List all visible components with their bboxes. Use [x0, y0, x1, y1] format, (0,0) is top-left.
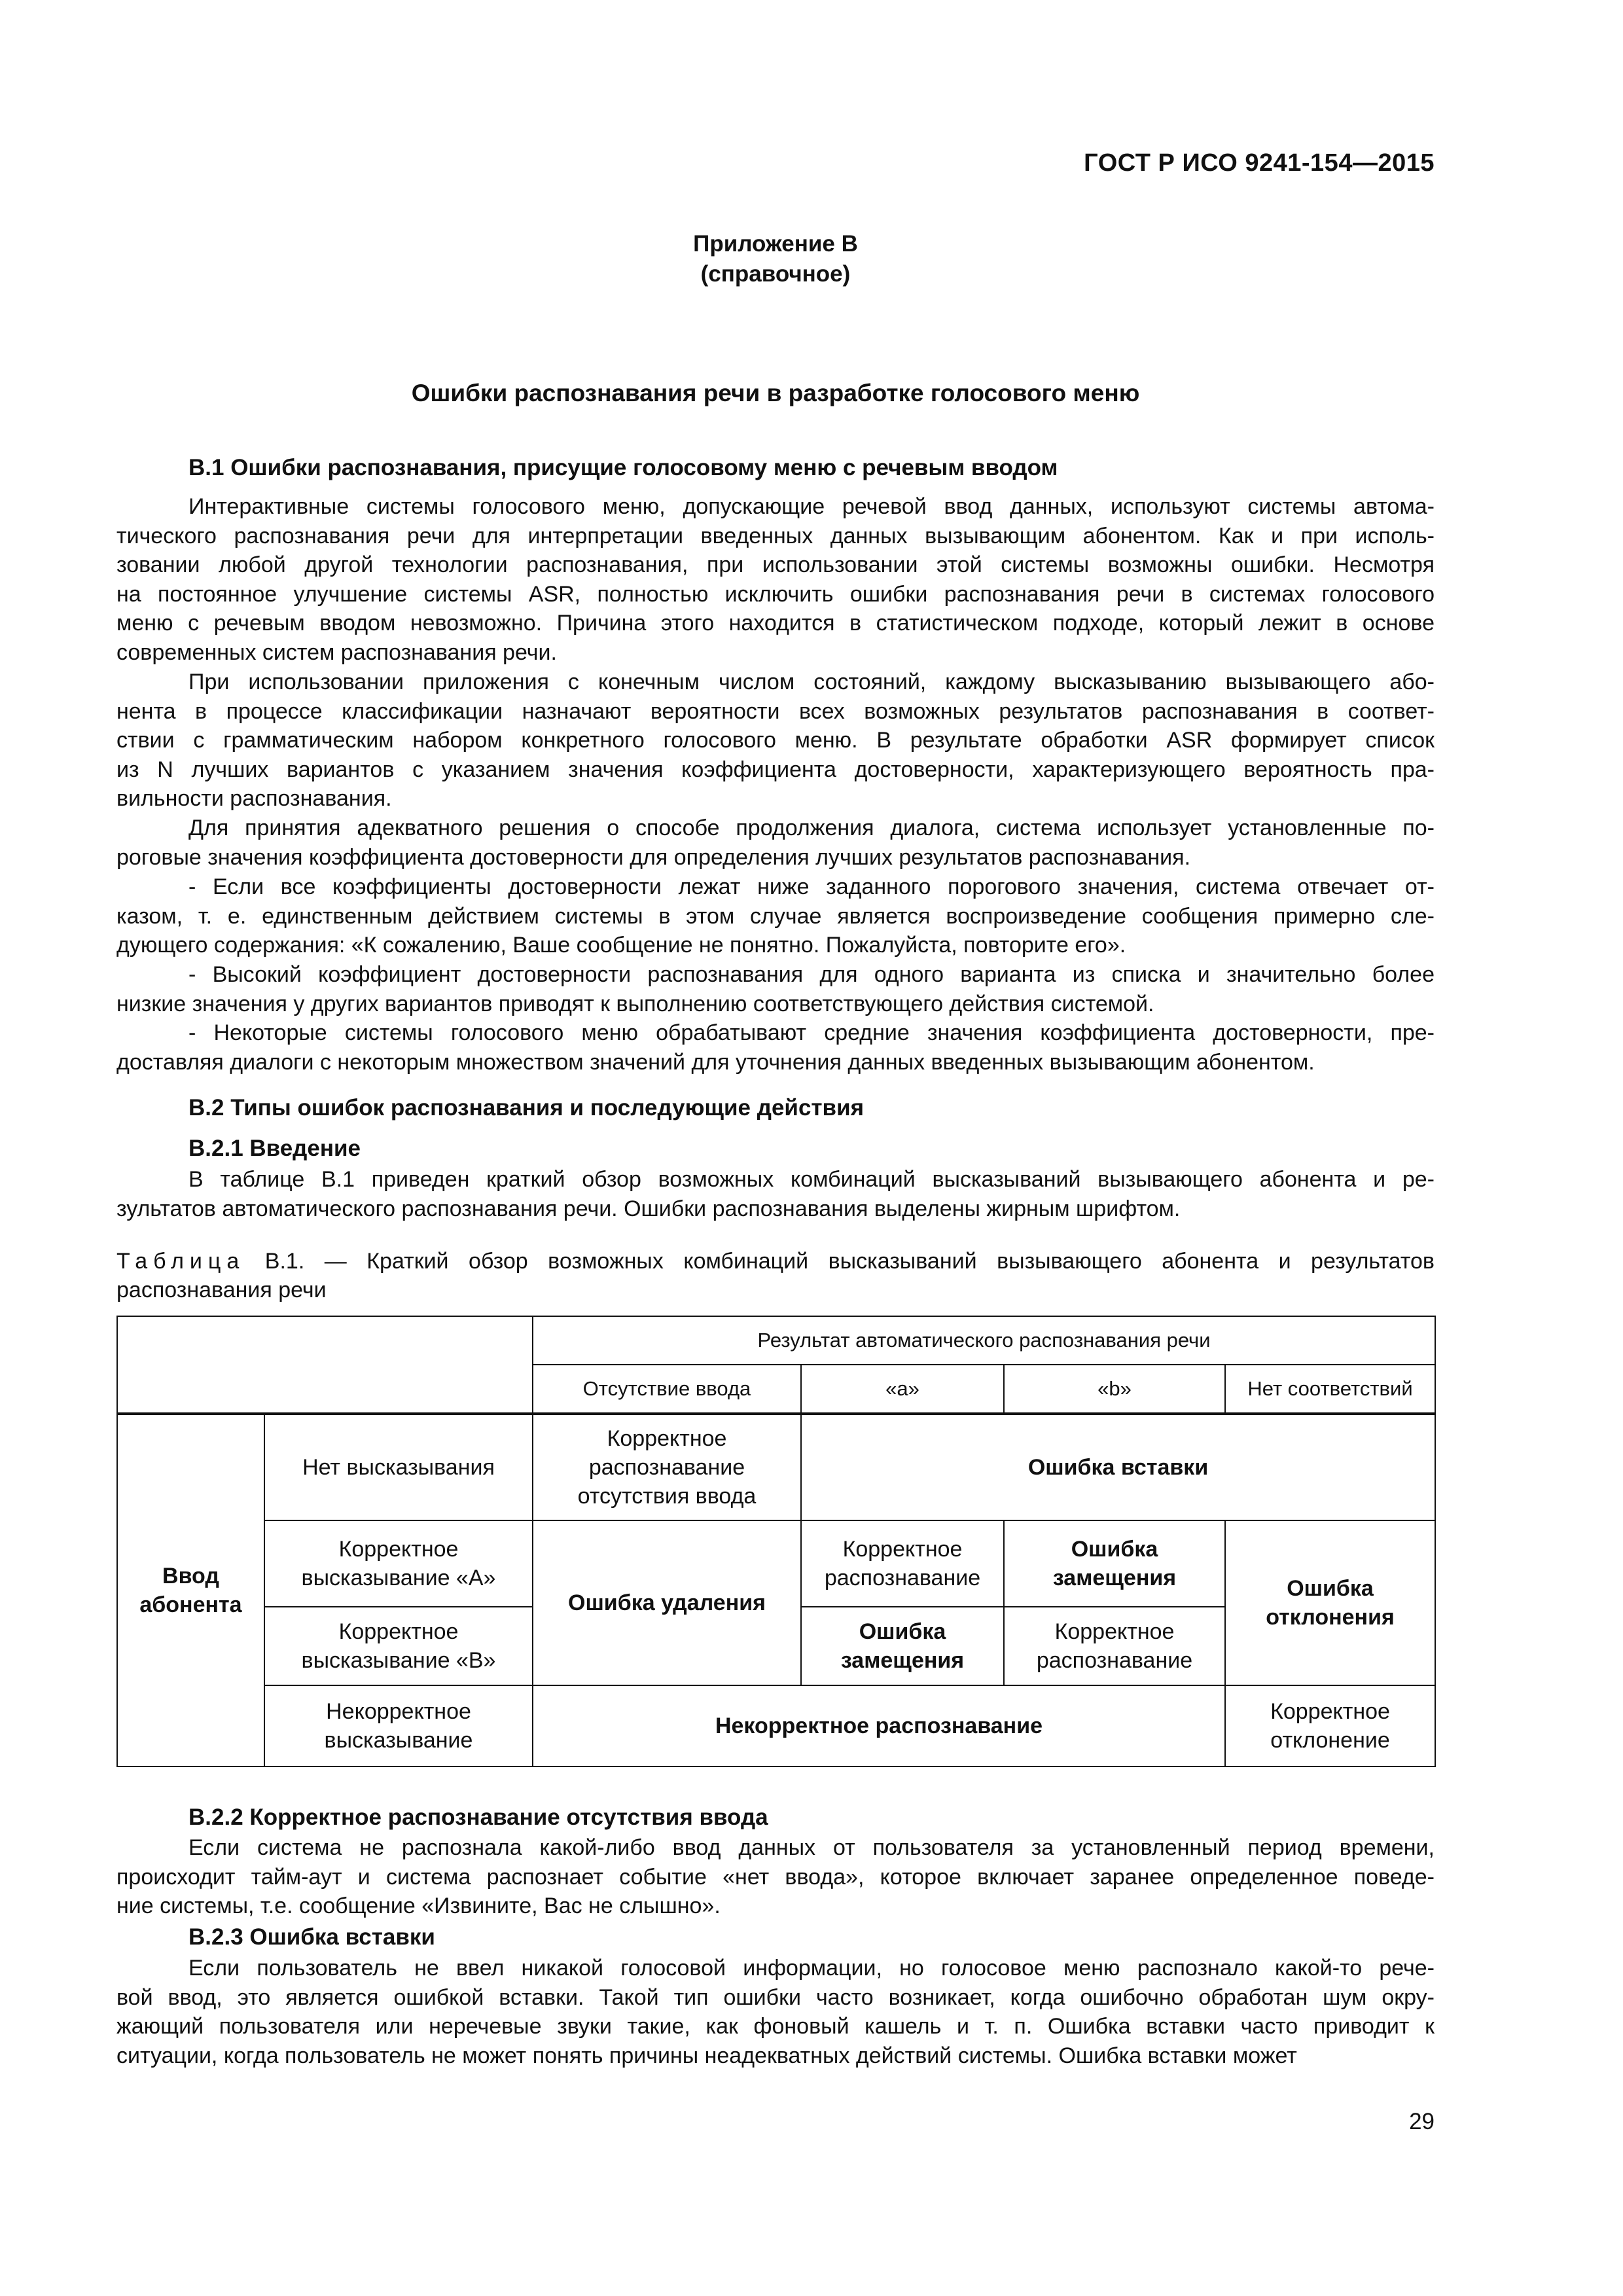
text-line: - Если все коэффициенты достоверности лежат ниже заданного порогового значения, система отвечает от-	[188, 874, 1435, 899]
table-cell-insertion: Ошибка вставки	[801, 1414, 1435, 1520]
text-line: При использовании приложения с конечным числом состояний, каждому высказыванию вызывающего або-	[188, 670, 1435, 694]
text-line: вой ввод, это является ошибкой вставки. Такой тип ошибки часто возникает, когда ошибочно обработан шум окру-	[116, 1984, 1435, 2010]
table-col-no-input: Отсутствие ввода	[533, 1365, 801, 1414]
text-line: доставляя диалоги с некоторым множеством значений для уточнения данных введенных вызывающим абонентом.	[116, 1049, 1315, 1075]
error-table	[116, 1316, 1436, 1767]
table-col-a: «а»	[801, 1365, 1004, 1414]
text-line: ситуации, когда пользователь не может понять причины неадекватных действий системы. Ошибка вставки может	[116, 2043, 1297, 2068]
section-b2-heading: В.2 Типы ошибок распознавания и последующие действия	[188, 1095, 865, 1121]
page-title: Ошибки распознавания речи в разработке голосового меню	[411, 380, 1140, 406]
text-line: ние системы, т.е. сообщение «Извините, Вас не слышно».	[116, 1893, 721, 1919]
text-line: ствии с грамматическим набором конкретного голосового меню. В результате обработки ASR формирует список	[116, 728, 1435, 753]
section-b23-heading: В.2.3 Ошибка вставки	[188, 1924, 435, 1950]
table-cell-correct-rec-b: Корректное распознавание	[1004, 1607, 1225, 1685]
text-line: меню с речевым вводом невозможно. Причина этого находится в статистическом подходе, который лежит в основе	[116, 611, 1435, 636]
annex-label: Приложение В	[693, 231, 858, 257]
section-b21-heading: В.2.1 Введение	[188, 1136, 361, 1161]
text-line: казом, т. е. единственным действием системы в этом случае является воспроизведение сообщения примерно сле-	[116, 903, 1435, 929]
table-caption-text: В.1. — Краткий обзор возможных комбинаций высказываний вызывающего абонента и результатов	[245, 1249, 1435, 1274]
table-row-correct-b: Корректное высказывание «В»	[264, 1607, 533, 1685]
section-b22-heading: В.2.2 Корректное распознавание отсутствия ввода	[188, 1804, 768, 1830]
table-cell-correct-rec-a: Корректное распознавание	[801, 1520, 1004, 1607]
document-code: ГОСТ Р ИСО 9241-154—2015	[1084, 149, 1435, 177]
text-line: жающий пользователя или неречевые звуки такие, как фоновый кашель и т. п. Ошибка вставки часто приводит к	[116, 2014, 1435, 2039]
paragraph-b23-1	[116, 1954, 1435, 2070]
text-line: Интерактивные системы голосового меню, допускающие речевой ввод данных, используют системы автома-	[188, 494, 1435, 519]
text-line: - Высокий коэффициент достоверности распознавания для одного варианта из списка и значительно более	[188, 962, 1435, 987]
table-caption-line2: распознавания речи	[116, 1278, 327, 1302]
text-line: дующего содержания: «К сожалению, Ваше сообщение не понятно. Пожалуйста, повторите его».	[116, 933, 1126, 958]
text-line: зультатов автоматического распознавания речи. Ошибки распознавания выделены жирным шрифтом.	[116, 1196, 1181, 1221]
paragraph-b1-1	[116, 492, 1435, 668]
table-col-no-match: Нет соответствий	[1225, 1365, 1435, 1414]
table-corner-cell	[117, 1316, 533, 1414]
paragraph-b21-1	[116, 1165, 1435, 1223]
text-line: Если пользователь не ввел никакой голосовой информации, но голосовое меню распознало какой-то рече-	[188, 1956, 1435, 1981]
table-cell-deletion: Ошибка удаления	[533, 1520, 801, 1685]
page-number: 29	[1409, 2109, 1435, 2134]
text-line: низкие значения у других вариантов приводят к выполнению соответствующего действия системой.	[116, 991, 1154, 1016]
text-line: вильности распознавания.	[116, 786, 392, 812]
paragraph-b1-3	[116, 814, 1435, 872]
text-line: Для принятия адекватного решения о способе продолжения диалога, система использует установленные по-	[188, 816, 1435, 840]
table-caption-label: Таблица	[116, 1249, 245, 1274]
table-cell-rejection: Ошибка отклонения	[1225, 1520, 1435, 1685]
table-row-incorrect: Некорректное высказывание	[264, 1685, 533, 1767]
table-col-b: «b»	[1004, 1365, 1225, 1414]
table-row-group: Ввод абонента	[117, 1414, 264, 1767]
table-cell-correct-reject: Корректное отклонение	[1225, 1685, 1435, 1767]
text-line: тического распознавания речи для интерпретации введенных данных вызывающим абонентом. Как и при исполь-	[116, 523, 1435, 548]
text-line: зовании любой другой технологии распознавания, при использовании этой системы возможны ошибки. Несмотря	[116, 552, 1435, 578]
table-cell-incorrect-rec: Некорректное распознавание	[533, 1685, 1225, 1767]
document-page	[116, 0, 1435, 2296]
table-cell-correct-no-input: Корректное распознавание отсутствия ввода	[533, 1414, 801, 1520]
text-line: из N лучших вариантов с указанием значения коэффициента достоверности, характеризующего вероятность пра-	[116, 757, 1435, 782]
text-line: Если система не распознала какой-либо ввод данных от пользователя за установленный период времени,	[188, 1835, 1435, 1860]
annex-status: (справочное)	[700, 261, 851, 287]
text-line: современных систем распознавания речи.	[116, 639, 557, 665]
section-b1-heading: В.1 Ошибки распознавания, присущие голосовому меню с речевым вводом	[188, 455, 1058, 480]
text-line: происходит тайм-аут и система распознает событие «нет ввода», которое включает заранее определенное поведе-	[116, 1864, 1435, 1890]
table-row-correct-a: Корректное высказывание «А»	[264, 1520, 533, 1607]
text-line: роговые значения коэффициента достоверности для определения лучших результатов распознавания.	[116, 844, 1191, 870]
table-caption	[116, 1247, 1435, 1304]
table-row-no-utterance: Нет высказывания	[264, 1414, 533, 1520]
text-line: В таблице В.1 приведен краткий обзор возможных комбинаций высказываний вызывающего абонента и ре-	[188, 1167, 1435, 1192]
table-header-group: Результат автоматического распознавания речи	[533, 1316, 1435, 1365]
paragraph-b1-2	[116, 668, 1435, 814]
text-line: на постоянное улучшение системы ASR, полностью исключить ошибки распознавания речи в системах голосового	[116, 581, 1435, 607]
table-cell-substitution-ba: Ошибка замещения	[801, 1607, 1004, 1685]
text-line: - Некоторые системы голосового меню обрабатывают средние значения коэффициента достоверности, пре-	[188, 1020, 1435, 1045]
paragraph-b1-5	[116, 960, 1435, 1018]
text-line: нента в процессе классификации назначают вероятности всех возможных результатов распознавания в соответ-	[116, 698, 1435, 724]
paragraph-b22-1	[116, 1833, 1435, 1921]
paragraph-b1-4	[116, 872, 1435, 960]
paragraph-b1-6	[116, 1018, 1435, 1077]
table-cell-substitution-ab: Ошибка замещения	[1004, 1520, 1225, 1607]
